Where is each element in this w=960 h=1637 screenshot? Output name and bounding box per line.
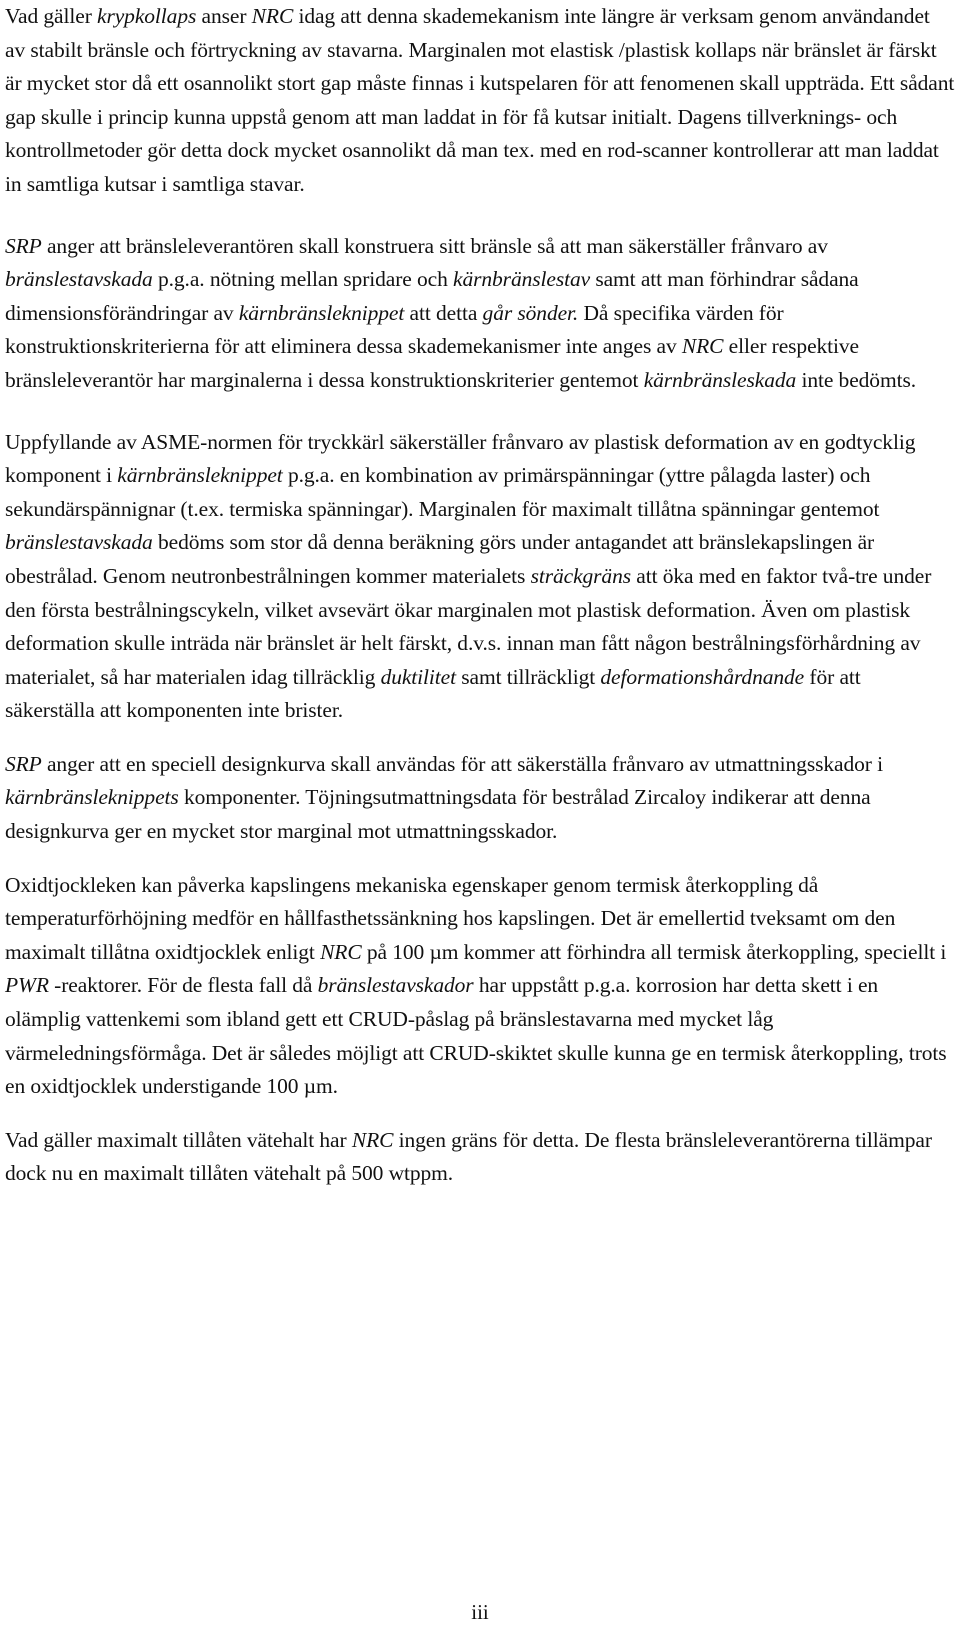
text-run: komponenter. Töjningsutmattningsdata för bestrålad Zircaloy indikerar att denna designkurva ger en mycket stor marginal mot utmattningsskador. [5,785,871,844]
text-run: Oxidtjockleken kan påverka kapslingens mekaniska egenskaper genom termisk återkoppling då temperaturförhöjning medför en hållfasthetssänkning hos kapslingen. Det är emellertid tveksamt om den maximalt tillåtna oxidtjocklek enligt [5,872,896,964]
text-run: ingen gräns för detta. De flesta bränsleleverantörerna tillämpar dock nu en maximalt tillåten vätehalt på 500 wtppm. [5,1127,932,1186]
italic-term: PWR [5,973,49,998]
text-run: att detta [404,300,483,325]
page-number: iii [471,1600,489,1624]
text-run: anser [196,4,252,28]
italic-term: bränslestavskador [317,973,474,998]
paragraph-srp-notning [5,230,955,398]
italic-term: SRP [5,233,42,258]
italic-term: bränslestavskada [5,530,153,555]
text-run: Vad gäller maximalt tillåten vätehalt har [5,1127,352,1152]
italic-term: NRC [351,1127,394,1152]
text-run: på 100 µm kommer att förhindra all termisk återkoppling, speciellt i [361,939,947,964]
italic-term: kärnbränsleknippet [238,300,405,325]
paragraph-asme [5,426,955,728]
paragraph-oxidtjocklek [5,869,955,1104]
italic-term: kärnbränslestav [453,267,591,292]
italic-term: sträckgräns [530,563,631,588]
document-body [5,0,955,1191]
text-run: inte bedömts. [796,367,916,392]
italic-term: går sönder. [482,300,579,325]
italic-term: kärnbränsleknippets [5,785,179,810]
text-run: p.g.a. en kombination av primärspänningar (yttre pålagda laster) och sekundärspännignar (t.ex. termiska spänningar). Marginalen för maximalt tillåtna spänningar gentemot [5,463,880,521]
italic-term: kärnbränsleskada [643,367,797,392]
italic-term: bränslestavskada [5,267,153,292]
text-run: -reaktorer. För de flesta fall då [48,973,318,998]
italic-term: kärnbränsleknippet [117,463,283,488]
text-run: p.g.a. nötning mellan spridare och [152,267,454,292]
text-run: samt tillräckligt [456,664,601,689]
text-run: samt att man förhindrar sådana dimensionsförändringar av [5,267,859,325]
text-run: för att säkerställa att komponenten inte brister. [5,664,861,723]
italic-term: NRC [681,334,724,359]
paragraph-vatehalt [5,1124,955,1191]
text-run: Då specifika värden för konstruktionskriterierna för att eliminera dessa skademekanismer inte anges av [5,300,784,359]
italic-term: NRC [251,4,294,28]
text-run: eller respektive bränsleleverantör har marginalerna i dessa konstruktionskriterier gentemot [5,334,859,392]
italic-term: deformationshårdnande [600,664,805,689]
italic-term: duktilitet [380,664,456,689]
text-run: anger att en speciell designkurva skall användas för att säkerställa frånvaro av utmattningsskador i [41,751,883,776]
text-run: att öka med en faktor två-tre under den första bestrålningscykeln, vilket avsevärt ökar marginalen mot plastisk deformation. Även om plastisk deformation skulle inträda när bränslet är helt färskt, d.v.s. innan man fått någon bestrålningsförhårdning av materialet, så har materialen idag tillräcklig [5,563,932,689]
text-run: Uppfyllande av ASME-normen för tryckkärl säkerställer frånvaro av plastisk deformation av en godtycklig komponent i [5,429,916,488]
text-run: idag att denna skademekanism inte längre är verksam genom användandet av stabilt bränsle och förtryckning av stavarna. Marginalen mot elastisk /plastisk kollaps när bränslet är färskt är mycket stor då ett osannolikt stort gap måste finnas i kutspelaren för att fenomenen skall uppträda. Ett sådant gap skulle i princip kunna uppstå genom att man laddat in för få kutsar initialt. Dagens tillverknings- och kontrollmetoder gör detta dock mycket osannolikt då man tex. med en rod-scanner kontrollerar att man laddat in samtliga kutsar i samtliga stavar. [5,4,955,196]
italic-term: NRC [320,939,362,964]
italic-term: krypkollaps [97,4,197,28]
text-run: anger att bränsleleverantören skall konstruera sitt bränsle så att man säkerställer frånvaro av [41,233,828,258]
paragraph-krypkollaps [5,0,955,202]
italic-term: SRP [5,751,42,776]
text-run: Vad gäller [5,4,98,28]
paragraph-srp-designkurva [5,748,955,849]
text-run: har uppstått p.g.a. korrosion har detta skett i en olämplig vattenkemi som ibland gett ett CRUD-påslag på bränslestavarna med mycket låg värmeledningsförmåga. Det är således möjligt att CRUD-skiktet skulle kunna ge en termisk återkoppling, trots en oxidtjocklek understigande 100 µm. [5,973,947,1099]
text-run: bedöms som stor då denna beräkning görs under antagandet att bränslekapslingen är obestrålad. Genom neutronbestrålningen kommer materialets [5,530,875,588]
